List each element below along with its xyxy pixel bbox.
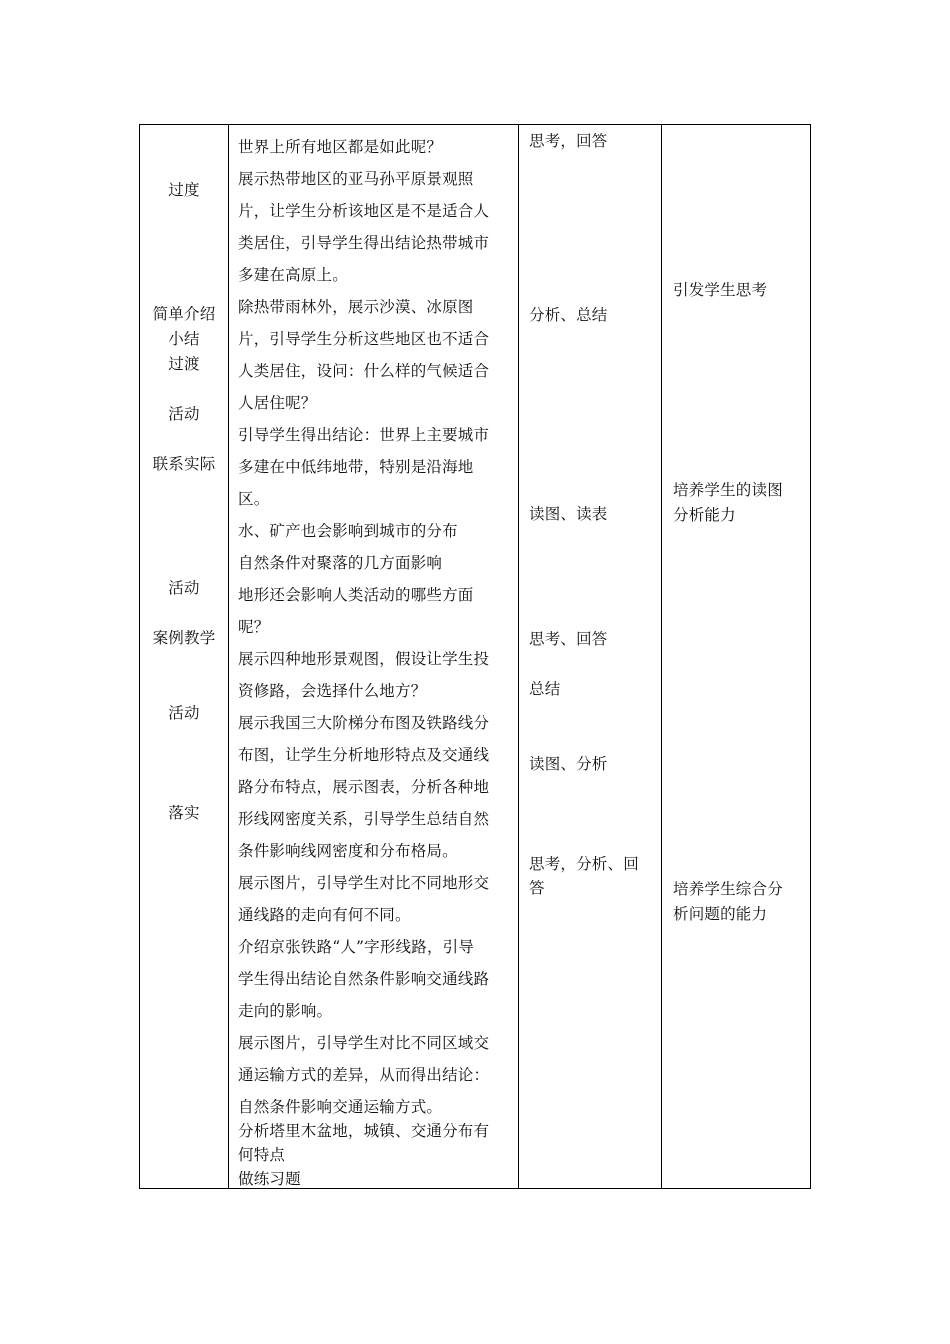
student-activity-line: 读图、读表 — [529, 505, 608, 523]
student-activity-line: 读图、分析 — [529, 755, 608, 773]
teacher-activity-line: 人类居住，设问：什么样的气候适合 — [238, 362, 490, 380]
teacher-activity-line: 人居住呢？ — [238, 394, 317, 412]
stage-label: 过渡 — [168, 355, 200, 373]
teacher-activity-line: 呢？ — [238, 618, 270, 636]
teacher-activity-line: 走向的影响。 — [238, 1002, 333, 1020]
student-activity-line: 分析、总结 — [529, 306, 608, 324]
design-intent-line: 培养学生的读图 — [673, 481, 783, 499]
stage-label: 案例教学 — [152, 629, 216, 647]
column-divider — [661, 125, 662, 1188]
teacher-activity-line: 片，引导学生分析这些地区也不适合 — [238, 330, 490, 348]
teacher-activity-line: 条件影响线网密度和分布格局。 — [238, 842, 458, 860]
stage-label: 小结 — [168, 330, 200, 348]
student-activity-line: 总结 — [529, 680, 561, 698]
stage-label: 活动 — [168, 579, 200, 597]
teacher-activity-line: 做练习题 — [238, 1170, 301, 1188]
teacher-activity-line: 介绍京张铁路“人”字形线路，引导 — [238, 938, 475, 956]
teacher-activity-line: 展示我国三大阶梯分布图及铁路线分 — [238, 714, 490, 732]
teacher-activity-line: 路分布特点，展示图表，分析各种地 — [238, 778, 490, 796]
teacher-activity-line: 类居住，引导学生得出结论热带城市 — [238, 234, 490, 252]
design-intent-line: 析问题的能力 — [673, 905, 768, 923]
stage-label: 活动 — [168, 704, 200, 722]
teacher-activity-line: 片，让学生分析该地区是不是适合人 — [238, 202, 490, 220]
student-activity-line: 答 — [529, 879, 545, 897]
teacher-activity-line: 资修路，会选择什么地方？ — [238, 682, 427, 700]
stage-label: 过度 — [168, 181, 200, 199]
stage-label: 活动 — [168, 405, 200, 423]
teacher-activity-line: 展示图片，引导学生对比不同地形交 — [238, 874, 490, 892]
student-activity-line: 思考、回答 — [529, 630, 608, 648]
design-intent-line: 分析能力 — [673, 506, 736, 524]
stage-label: 落实 — [168, 804, 200, 822]
stage-label: 简单介绍 — [152, 305, 216, 323]
column-divider — [228, 125, 229, 1188]
stage-label: 联系实际 — [152, 455, 216, 473]
teacher-activity-line: 自然条件影响交通运输方式。 — [238, 1098, 443, 1116]
lesson-plan-table — [139, 124, 811, 1189]
teacher-activity-line: 除热带雨林外，展示沙漠、冰原图 — [238, 298, 474, 316]
teacher-activity-line: 布图，让学生分析地形特点及交通线 — [238, 746, 490, 764]
teacher-activity-line: 学生得出结论自然条件影响交通线路 — [238, 970, 490, 988]
teacher-activity-line: 何特点 — [238, 1146, 286, 1164]
teacher-activity-line: 形线网密度关系，引导学生总结自然 — [238, 810, 490, 828]
teacher-activity-line: 地形还会影响人类活动的哪些方面 — [238, 586, 474, 604]
student-activity-line: 思考，分析、回 — [529, 855, 639, 873]
teacher-activity-line: 多建在中低纬地带，特别是沿海地 — [238, 458, 474, 476]
teacher-activity-line: 水、矿产也会影响到城市的分布 — [238, 522, 458, 540]
design-intent-line: 培养学生综合分 — [673, 880, 783, 898]
teacher-activity-line: 世界上所有地区都是如此呢？ — [238, 138, 443, 156]
teacher-activity-line: 多建在高原上。 — [238, 266, 348, 284]
teacher-activity-line: 自然条件对聚落的几方面影响 — [238, 554, 443, 572]
teacher-activity-line: 区。 — [238, 490, 270, 508]
teacher-activity-line: 展示四种地形景观图，假设让学生投 — [238, 650, 490, 668]
teacher-activity-line: 通运输方式的差异，从而得出结论： — [238, 1066, 490, 1084]
teacher-activity-line: 展示热带地区的亚马孙平原景观照 — [238, 170, 474, 188]
teacher-activity-line: 通线路的走向有何不同。 — [238, 906, 411, 924]
teacher-activity-line: 展示图片，引导学生对比不同区域交 — [238, 1034, 490, 1052]
column-divider — [518, 125, 519, 1188]
teacher-activity-line: 分析塔里木盆地，城镇、交通分布有 — [238, 1122, 490, 1140]
teacher-activity-line: 引导学生得出结论：世界上主要城市 — [238, 426, 490, 444]
student-activity-line: 思考，回答 — [529, 132, 608, 150]
design-intent-line: 引发学生思考 — [673, 281, 768, 299]
